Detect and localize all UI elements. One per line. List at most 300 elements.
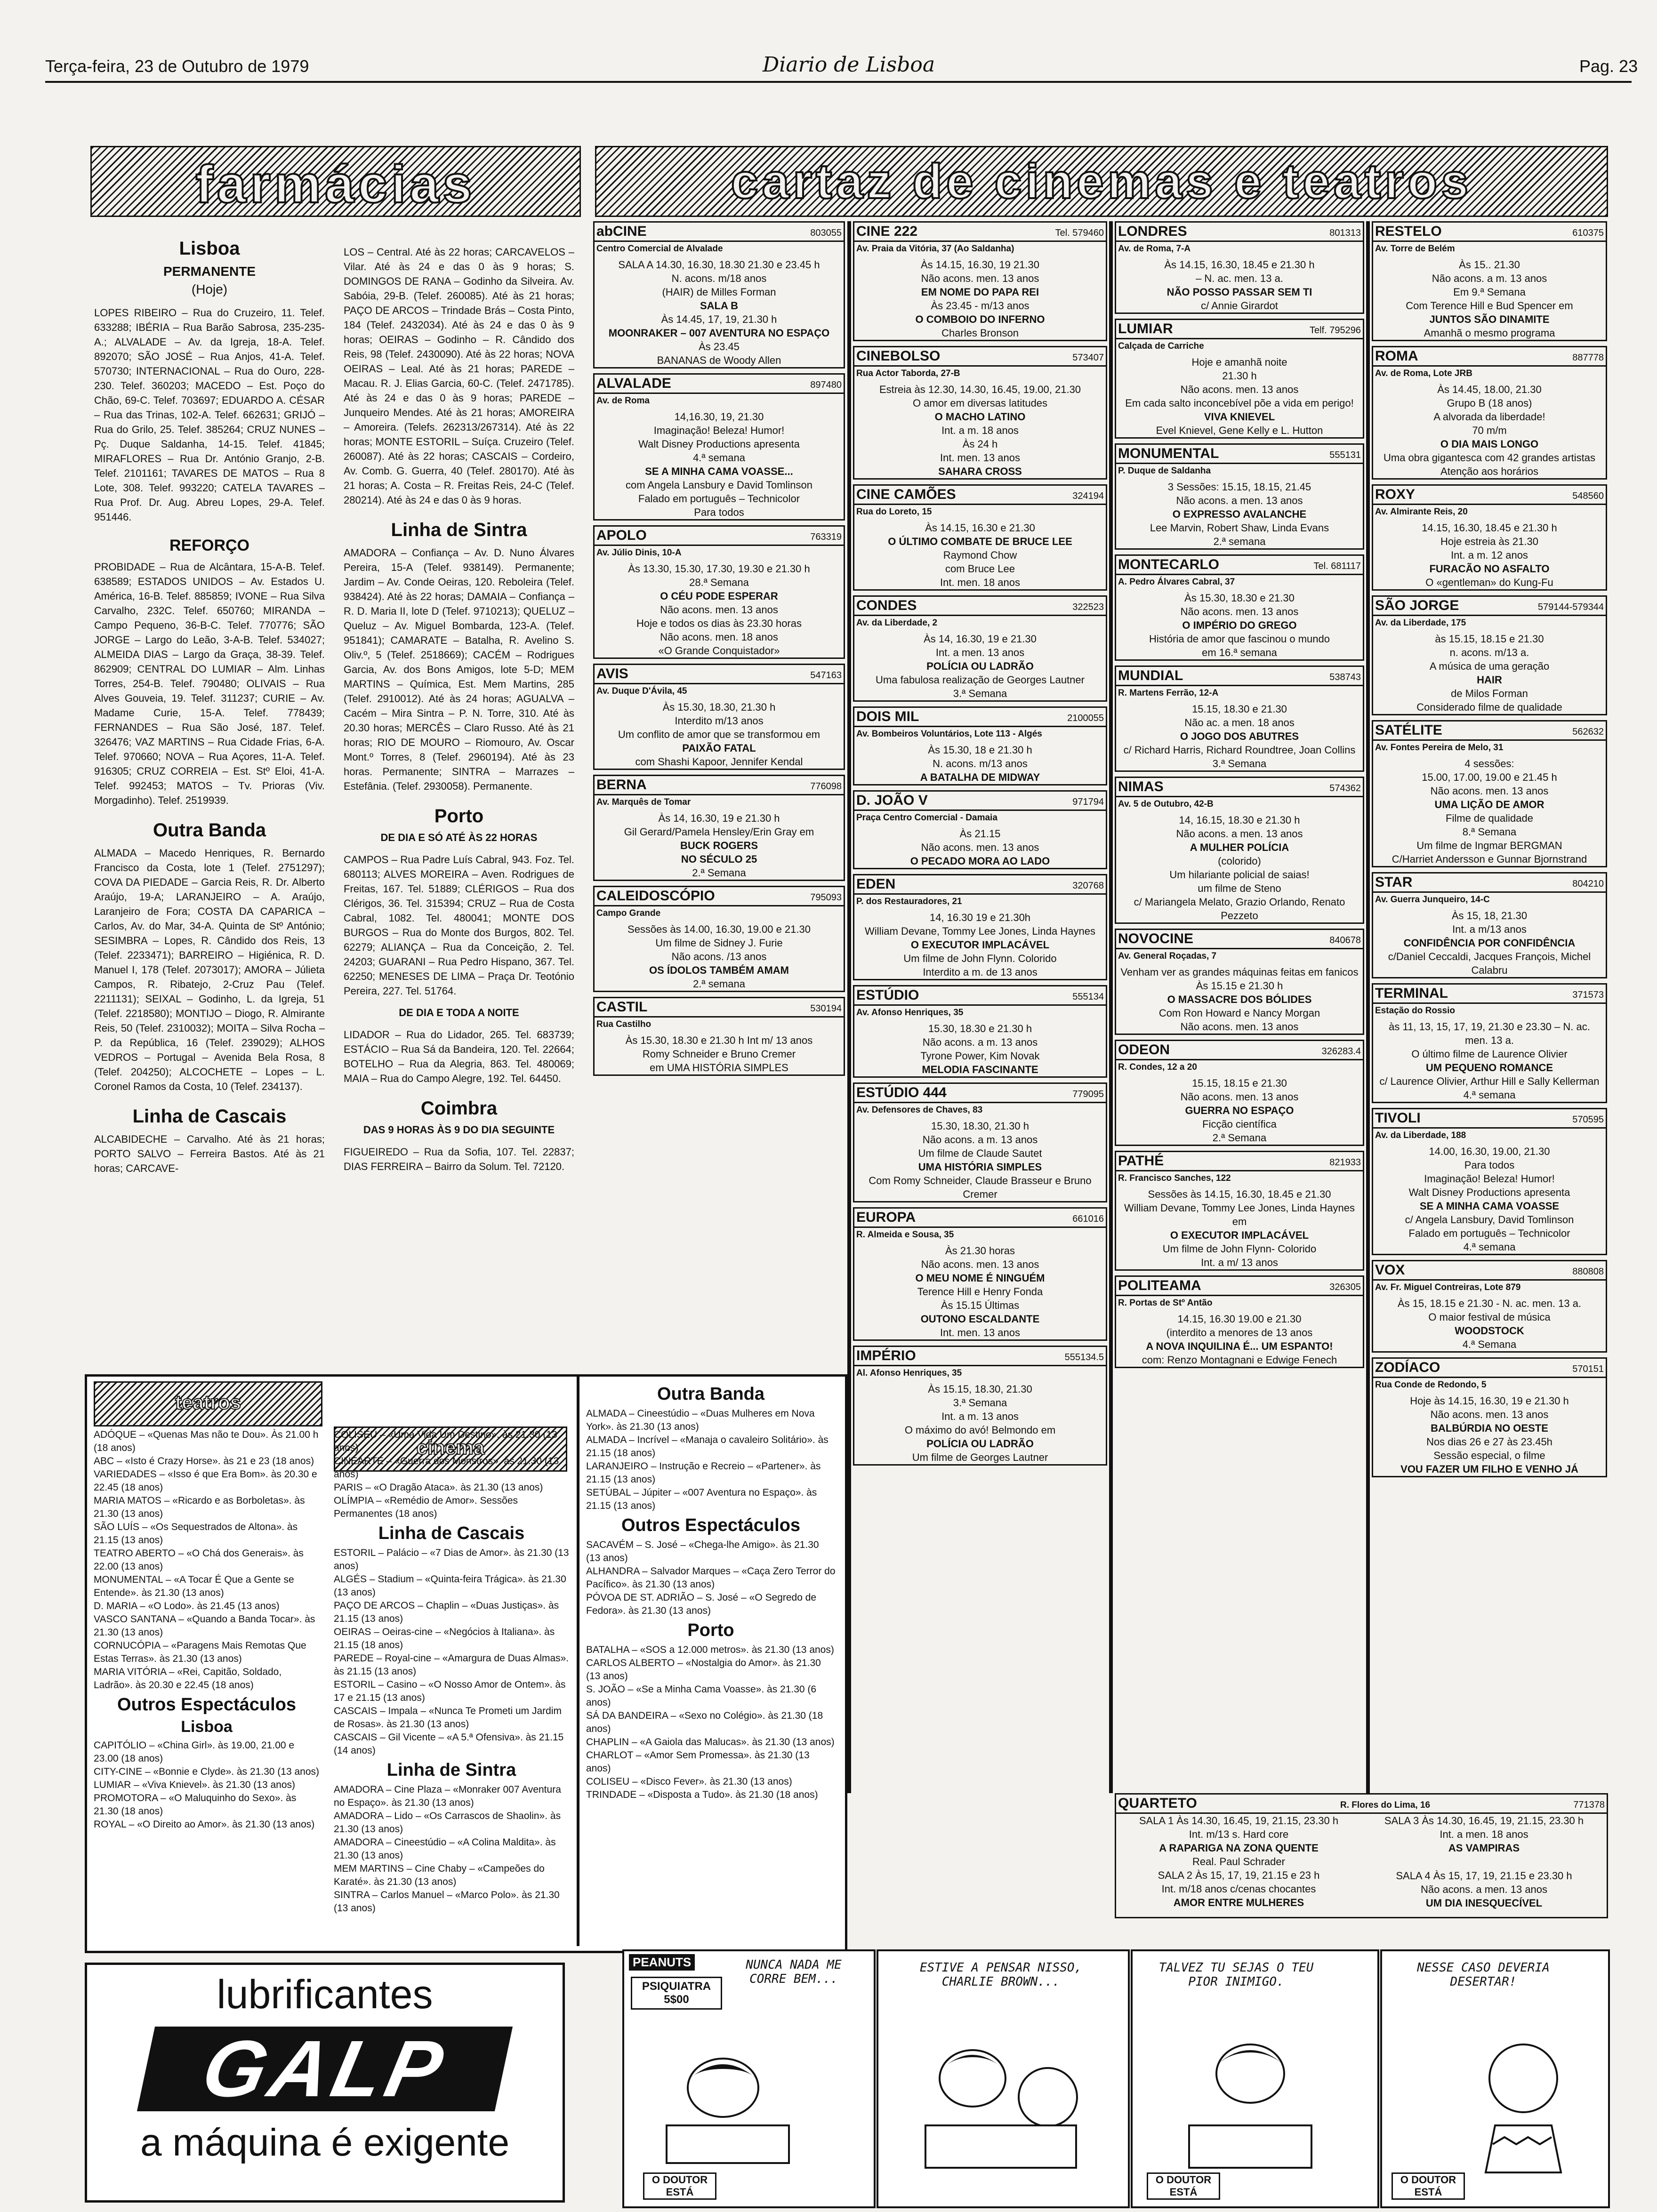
cinema-program — [854, 383, 1106, 478]
lisboa-subheading: Lisboa — [181, 1718, 233, 1736]
cinema-phone: 555131 — [1329, 450, 1361, 460]
program-line: Sessões às 14.15, 16.30, 18.45 e 21.30 — [1148, 1188, 1331, 1200]
comic-bubble-3: TALVEZ TU SEJAS O TEU PIOR INIMIGO. — [1158, 1961, 1314, 1989]
program-line: N. acons. m/13 anos — [933, 758, 1028, 769]
cinema-address: Av. Fontes Pereira de Melo, 31 — [1375, 743, 1504, 753]
cinema-phone: 795093 — [810, 892, 842, 903]
program-line: Falado em português – Technicolor — [1408, 1227, 1570, 1239]
program-line: Int. a m/ 13 anos — [1201, 1257, 1278, 1268]
porto-subheading-2: DE DIA E TODA A NOITE — [399, 1007, 519, 1018]
hoje-label: (Hoje) — [191, 282, 228, 297]
cinema-program — [1116, 702, 1363, 770]
program-line: O EXPRESSO AVALANCHE — [1172, 508, 1307, 520]
program-line: Evel Knievel, Gene Kelly e L. Hutton — [1156, 425, 1323, 436]
program-line: Não acons. men. 13 anos — [1430, 785, 1549, 797]
program-line: Int. a m/13 anos — [1452, 923, 1527, 935]
cinema-listing — [1372, 1357, 1607, 1477]
program-line: Não acons. a men. 13 anos — [1176, 495, 1303, 506]
psiquiatra-sign: PSIQUIATRA 5$00 — [631, 1977, 722, 2010]
comic-bubble-4: NESSE CASO DEVERIA DESERTAR! — [1417, 1961, 1550, 1989]
program-line: VOU FAZER UM FILHO E VENHO JÁ — [1400, 1463, 1578, 1475]
cinema-program — [854, 911, 1106, 979]
cinema-program — [1373, 1394, 1606, 1476]
program-line: O «gentleman» do Kung-Fu — [1425, 577, 1553, 588]
cinema-name: LUMIAR — [1118, 321, 1173, 337]
cinema-listing — [1115, 929, 1364, 1035]
cinema-name: MONTECARLO — [1118, 557, 1219, 572]
cinema-program — [854, 1119, 1106, 1201]
cinema-address: Av. Duque D'Ávila, 45 — [596, 686, 687, 696]
cinema-phone: 573407 — [1072, 353, 1104, 363]
program-line: Às 14, 16.30, 19 e 21.30 h — [658, 812, 780, 824]
galp-ad — [85, 1963, 565, 2203]
program-line: com Bruce Lee — [945, 563, 1015, 575]
cinema-program — [854, 743, 1106, 784]
program-line: Int. men. 13 anos — [940, 1327, 1020, 1338]
cinema-phone: 322523 — [1072, 602, 1104, 612]
sala-2-title: AMOR ENTRE MULHERES — [1173, 1897, 1304, 1908]
cinema-phone: 326283.4 — [1321, 1046, 1361, 1057]
program-line: c/ Mariangela Melato, Grazio Orlando, Renato Pezzeto — [1134, 896, 1345, 922]
program-line: Não acons. men. 13 anos — [660, 604, 778, 616]
program-line: POLÍCIA OU LADRÃO — [926, 1438, 1034, 1450]
program-line: c/ Richard Harris, Richard Roundtree, Joan Collins — [1123, 744, 1356, 756]
cinema-listing — [593, 775, 845, 881]
reforco-heading: REFORÇO — [169, 537, 249, 554]
cinema-program — [1116, 591, 1363, 659]
cinema-listing — [853, 595, 1107, 702]
program-line: um filme de Steno — [1198, 882, 1281, 894]
cinema-name: ZODÍACO — [1375, 1360, 1440, 1375]
program-line: 15.00, 17.00, 19.00 e 21.45 h — [1422, 771, 1557, 783]
program-line: BUCK ROGERS — [680, 840, 758, 851]
cinema-address: Av. General Roçadas, 7 — [1118, 951, 1217, 961]
program-line: POLÍCIA OU LADRÃO — [926, 660, 1034, 672]
program-line: Não acons. men. 13 anos — [921, 842, 1039, 853]
cinema-listing — [853, 985, 1107, 1078]
program-line: O CÉU PODE ESPERAR — [660, 590, 778, 602]
cinema-listing — [1372, 983, 1607, 1103]
cinema-phone: 771378 — [1573, 1800, 1605, 1810]
program-line: Estreia às 12.30, 14.30, 16.45, 19.00, 21.30 — [879, 384, 1081, 395]
cinema-program — [1373, 1297, 1606, 1351]
program-line: (interdito a menores de 13 anos — [1166, 1327, 1313, 1338]
ad-bottom-text: a máquina é exigente — [140, 2121, 510, 2164]
cinema-name: ESTÚDIO 444 — [856, 1085, 947, 1100]
program-line: Raymond Chow — [943, 549, 1017, 561]
program-line: SE A MINHA CAMA VOASSE — [1419, 1200, 1560, 1212]
cinema-program — [854, 1244, 1106, 1339]
program-line: O JOGO DOS ABUTRES — [1180, 730, 1299, 742]
cinema-program — [595, 410, 844, 519]
cinema-name: CALEIDOSCÓPIO — [596, 888, 715, 904]
lucy-figure-2 — [1180, 2036, 1321, 2172]
program-line: (HAIR) de Milles Forman — [662, 286, 776, 298]
doutor-sign: O DOUTOR ESTÁ — [1147, 2172, 1220, 2200]
program-line: Sessão especial, o filme — [1433, 1450, 1545, 1461]
program-line: Não acons. a men. 13 anos — [1176, 828, 1303, 840]
program-line: Sessões às 14.00, 16.30, 19.00 e 21.30 — [627, 923, 811, 935]
program-line: 4.ª semana — [1463, 1089, 1516, 1101]
farmacias-coimbra-list: FIGUEIREDO – Rua da Sofia, 107. Tel. 22837; DIAS FERREIRA – Bairro da Solum. Tel. 72120. — [344, 1146, 574, 1172]
cinema-name: AVIS — [596, 666, 628, 681]
program-line: Às 15, 18, 21.30 — [1451, 910, 1528, 922]
cinema-address: Av. da Liberdade, 175 — [1375, 618, 1466, 628]
program-line: Às 13.30, 15.30, 17.30, 19.30 e 21.30 h — [628, 563, 810, 575]
program-line: 15.15, 18.15 e 21.30 — [1192, 1077, 1287, 1089]
cinema-program — [595, 258, 844, 367]
cinema-listing — [1372, 720, 1607, 867]
cinema-name: CINEBOLSO — [856, 348, 941, 364]
cinema-name: VOX — [1375, 1262, 1405, 1278]
cinema-address: Av. de Roma — [596, 396, 650, 406]
cinema-name: CASTIL — [596, 999, 648, 1015]
program-line: 2.ª Semana — [1212, 1132, 1267, 1144]
program-line: 70 m/m — [1472, 425, 1507, 436]
program-line: Imaginação! Beleza! Humor! — [1424, 1173, 1555, 1185]
program-line: Às 15, 18.15 e 21.30 - N. ac. men. 13 a. — [1397, 1298, 1582, 1309]
program-line: Walt Disney Productions apresenta — [1408, 1186, 1570, 1198]
program-line: Não acons. /13 anos — [671, 951, 767, 962]
sala-4-title: UM DIA INESQUECÍVEL — [1425, 1897, 1543, 1909]
teatros-column-1 — [94, 1428, 320, 1946]
program-line: NO SÉCULO 25 — [681, 853, 757, 865]
galp-logo — [137, 2024, 513, 2114]
cinema-address: P. Duque de Saldanha — [1118, 466, 1211, 476]
cinema-phone: 776098 — [810, 781, 842, 792]
program-line: 3.ª Semana — [1212, 758, 1267, 769]
program-line: Nos dias 26 e 27 às 23.45h — [1426, 1436, 1552, 1448]
cinema-name: NIMAS — [1118, 779, 1164, 794]
cartaz-banner — [595, 146, 1608, 217]
program-line: Um filme de John Flynn- Colorido — [1162, 1243, 1317, 1255]
program-line: JUNTOS SÃO DINAMITE — [1429, 313, 1550, 325]
teatros-column-3 — [586, 1381, 836, 1946]
program-line: em 16.ª semana — [1202, 647, 1277, 658]
cinema-name: STAR — [1375, 874, 1413, 890]
cinema-name: QUARTETO — [1118, 1795, 1197, 1811]
cinema-name: CINE CAMÕES — [856, 487, 956, 502]
program-line: Int. a men. 13 anos — [935, 647, 1025, 658]
program-line: BALBÚRDIA NO OESTE — [1431, 1422, 1548, 1434]
program-line: WOODSTOCK — [1455, 1325, 1524, 1337]
teatros-outros-heading: Outros Espectáculos — [621, 1515, 801, 1535]
program-line: Às 24 h — [962, 438, 998, 450]
program-line: Gil Gerard/Pamela Hensley/Erin Gray em — [624, 826, 814, 838]
cinema-phone: Tel. 681117 — [1313, 561, 1361, 571]
comic-panel-3 — [1131, 1949, 1379, 2208]
program-line: Imaginação! Beleza! Humor! — [653, 425, 785, 436]
program-line: O DIA MAIS LONGO — [1440, 438, 1539, 450]
farmacias-permanente-list: LOPES RIBEIRO – Rua do Cruzeiro, 11. Telef. 633288; IBÉRIA – Rua Barão Sabrosa, 235-235-A.; ALVALADE – Av. da Igreja, 18-A. Telef. 892070; SÃO JOSÉ – Rua Anjos, 41-A. Telef. 570730; INTERNACIONAL – Rua do Ouro, 228-230. Telef. 360203; MACEDO – Est. Poço do Chão, 69-C. Telef. 703697; EDUARDO A. CÉSAR – Rua das Trinas, 102-A. Telef. 662631; GRIJÓ – Rua do Grilo, 25. Telef. 385264; CRUZ NUNES – Pç. Duque Saldanha, 14-15. Telef. 41845; MIRAFLORES – Rua Dr. António Granjo, 2-B. Telef. 2101161; TAVARES DE MATOS – Rua 8 Lote, 308. Telef. 993220; CATELA TAVARES – Rua Prof. Dr. Aug. Abreu Lopes, 29-A. Telef. 951446. — [94, 307, 325, 523]
program-line: Não acons. a m. 13 anos — [1432, 272, 1547, 284]
program-line: Int. men. 13 anos — [940, 452, 1020, 464]
program-line: Às 23.45 - m/13 anos — [931, 300, 1030, 312]
cinema-address: Calçada de Carriche — [1118, 341, 1204, 351]
cinema-listing — [1372, 595, 1607, 715]
program-line: Ficção científica — [1202, 1118, 1277, 1130]
cinema-address: Av. Defensores de Chaves, 83 — [856, 1105, 983, 1115]
sala-4-times: SALA 4 Às 15, 17, 19, 21.15 e 23.30 h — [1396, 1870, 1572, 1882]
farmacias-cascais-list: LOS – Central. Até às 22 horas; CARCAVELOS – Vilar. Até às 24 e das 0 às 9 horas; S. DOMINGOS DE RANA – Godinho da Silveira. Av. Sabóia, 29-B. (Telef. 260085). Até às 21 horas; PAÇO DE ARCOS – Trindade Brás – Costa Pinto, 184 (Telef. 2432034). Até às 24 e das 0 às 9 horas; OEIRAS – Godinho – R. Cândido dos Reis, 98 (Telef. 2430090). Até às 22 horas; NOVA OEIRAS – Leal. Até às 21 horas; PAREDE – Macau. R. J. Elias Garcia, 60-C. (Telef. 2471785). Até às 24 e das 0 às 9 horas; PAREDE – Junqueiro Mendes. Até às 21 horas; AMOREIRA – Amoreira. (Telefs. 262313/267314). Até às 22 horas; MONTE ESTORIL – Suíça. Cruzeiro (Telef. 260087). Até às 22 horas; CASCAIS – Cordeiro, Av. Comb. G. Guerra, 40 (Telef. 280170). Até às 21 horas; A. Costa – R. Freitas Reis, 24-C (Telef. 280214). Até às 24 e das 0 às 9 horas. — [344, 246, 574, 506]
cinema-name: ESTÚDIO — [856, 987, 919, 1003]
cinema-address: Av. Marquês de Tomar — [596, 797, 691, 807]
farmacias-sintra-list: AMADORA – Confiança – Av. D. Nuno Álvares Pereira, 15-A (Telef. 938149). Permanente; Jardim – Av. Conde Oeiras, 120. Reboleira (Telef. 938424). Até às 22 horas; DAMAIA – Confiança – R. D. Maria II, lote D (Telef. 9710213); QUELUZ – Queluz – Av. Miguel Bombarda, 123-A. (Telef. 951841); CAMARATE – Batalha, R. Avelino S. Oliv.º, 5 (Telef. 2518669); CACÉM – Rodrigues Garcia, Av. dos Bons Amigos, lote 5-D; MEM MARTINS – Química, Est. Mem Martins, 285 (Telef. 2910012). Até às 24 horas; AGUALVA – Cacém – Mira Sintra – P. N. Torre, 310. Até às 20.30 horas; MERCÊS – Claro Russo. Até às 21 horas; RIO DE MOURO – Riomouro, Av. Oscar Mont.º Torres, 8 (Telef. 2960194). Até às 23 horas. Permanente; SINTRA – Marrazes – Estefânia. (Telef. 2930058). Permanente. — [344, 547, 574, 792]
program-line: «O Grande Conquistador» — [658, 645, 780, 657]
program-line: O ÚLTIMO COMBATE DE BRUCE LEE — [888, 536, 1072, 547]
cinema-name: MUNDIAL — [1118, 668, 1183, 683]
cinema-name: abCINE — [596, 224, 647, 239]
cinema-name: EDEN — [856, 876, 896, 892]
program-line: Às 14.15, 16.30, 18.45 e 21.30 h — [1164, 259, 1315, 271]
cinema-listing — [1115, 1040, 1364, 1146]
program-line: c/ Annie Girardot — [1201, 300, 1278, 312]
program-line: Não acons. men. 13 anos — [1180, 1021, 1299, 1033]
outros-espectaculos-list: SACAVÉM – S. José – «Chega-lhe Amigo». às 21.30 (13 anos) ALHANDRA – Salvador Marques – «Caça Zero Terror do Pacífico». às 21.30 (13 anos) PÓVOA DE ST. ADRIÃO – S. José – «O Segredo de Fedora». às 21.30 (13 anos) — [586, 1539, 836, 1616]
program-line: 28.ª Semana — [689, 577, 749, 588]
cinema-name: LONDRES — [1118, 224, 1187, 239]
cinema-name: CINE 222 — [856, 224, 918, 239]
cinema-listing — [1115, 1151, 1364, 1271]
program-line: Interdito a m. de 13 anos — [923, 966, 1038, 978]
program-line: Às 15.. 21.30 — [1459, 259, 1520, 271]
program-line: Às 15.30, 18.30, 21.30 h — [662, 701, 776, 713]
sala-2-rating: Int. m/18 anos c/cenas chocantes — [1161, 1883, 1316, 1895]
program-line: SALA B — [700, 300, 739, 312]
farmacias-banner-title: farmácias — [195, 155, 476, 214]
cinema-phone: 801313 — [1329, 228, 1361, 238]
cinema-phone: 548560 — [1572, 491, 1604, 501]
cinema-address: P. dos Restauradores, 21 — [856, 897, 962, 906]
program-line: às 11, 13, 15, 17, 19, 21.30 e 23.30 – N. ac. men. 13 a. — [1389, 1021, 1590, 1046]
coimbra-heading: Coimbra — [420, 1098, 498, 1119]
program-line: Não acons. men. 13 anos — [1180, 384, 1299, 395]
program-line: Amanhã o mesmo programa — [1424, 327, 1555, 339]
cinema-listing — [853, 484, 1107, 591]
program-line: Às 14.15, 16.30 e 21.30 — [925, 522, 1035, 534]
program-line: CONFIDÊNCIA POR CONFIDÊNCIA — [1403, 937, 1576, 949]
program-line: MELODIA FASCINANTE — [922, 1064, 1038, 1075]
cinema-listing — [1372, 1260, 1607, 1353]
cinema-program — [1116, 258, 1363, 313]
cinema-listing — [1372, 346, 1607, 480]
program-line: Com Romy Schneider, Claude Brasseur e Bruno Cremer — [869, 1175, 1092, 1200]
cinema-phone: 610375 — [1572, 228, 1604, 238]
program-line: William Devane, Tommy Lee Jones, Linda Haynes — [865, 925, 1095, 937]
cinema-program — [595, 1034, 844, 1074]
program-line: Um filme de Sidney J. Furie — [655, 937, 783, 949]
farmacias-column-1 — [94, 226, 325, 1322]
cinema-listing — [1115, 221, 1364, 314]
program-line: Às 14.45, 17, 19, 21.30 h — [661, 313, 777, 325]
farmacias-banner — [90, 146, 581, 217]
cinema-program — [1373, 1020, 1606, 1102]
cinema-program — [854, 521, 1106, 589]
cinema-phone: 320768 — [1072, 881, 1104, 891]
program-line: com Shashi Kapoor, Jennifer Kendal — [635, 756, 803, 768]
program-line: FURACÃO NO ASFALTO — [1429, 563, 1550, 575]
cinema-program — [595, 922, 844, 991]
cinema-program — [1373, 757, 1606, 866]
lisboa-heading: Lisboa — [179, 238, 240, 259]
cinema-phone: 821933 — [1329, 1157, 1361, 1168]
program-line: Filme de qualidade — [1446, 812, 1533, 824]
cinema-address: Av. Afonso Henriques, 35 — [856, 1008, 964, 1018]
cinema-listing — [593, 886, 845, 992]
sala-4-rating: Não acons. a men. 13 anos — [1420, 1883, 1548, 1895]
cinema-phone: 570151 — [1572, 1364, 1604, 1374]
cinema-phone: 574362 — [1329, 783, 1361, 793]
porto-heading: Porto — [434, 806, 484, 826]
program-line: 15.15, 18.30 e 21.30 — [1192, 703, 1287, 715]
program-line: UMA LIÇÃO DE AMOR — [1434, 799, 1544, 810]
program-line: 3.ª Semana — [953, 1397, 1007, 1409]
program-line: n. acons. m/13 a. — [1449, 647, 1529, 658]
cinema-address: R. Flores do Lima, 16 — [1340, 1800, 1431, 1810]
program-line: O IMPÉRIO DO GREGO — [1182, 619, 1297, 631]
program-line: Não acons. a m. 13 anos — [922, 1134, 1038, 1146]
cinema-address: Rua Castilho — [596, 1019, 652, 1029]
program-line: Às 15.30, 18.30 e 21.30 — [1184, 592, 1295, 604]
cinema-listing — [593, 997, 845, 1076]
program-line: 3.ª Semana — [953, 688, 1007, 699]
program-line: C/Harriet Andersson e Gunnar Bjornstrand — [1392, 853, 1587, 865]
sala-1-title: A RAPARIGA NA ZONA QUENTE — [1159, 1842, 1319, 1854]
newspaper-title: Diario de Lisboa — [763, 53, 935, 77]
program-line: UM PEQUENO ROMANCE — [1425, 1062, 1553, 1074]
program-line: Às 15.15 Últimas — [941, 1299, 1020, 1311]
program-line: O EXECUTOR IMPLACÁVEL — [910, 939, 1050, 951]
page-number: Pag. 23 — [1579, 56, 1638, 76]
cinema-name: D. JOÃO V — [856, 793, 928, 808]
program-line: 2.ª semana — [693, 978, 745, 990]
cinema-address: Praça Centro Comercial - Damaia — [856, 813, 997, 823]
cinema-name: SATÉLITE — [1375, 722, 1442, 738]
outra-banda-cinemas-list: ALMADA – Cineestúdio – «Duas Mulheres em Nova York». às 21.30 (13 anos) ALMADA – Incrível – «Manaja o cavaleiro Solitário». às 21.15 (18 anos) LARANJEIRO – Instrução e Recreio – «Partener». às 21.15 (13 anos) SETÚBAL – Júpiter – «007 Aventura no Espaço». às 21.15 (13 anos) — [586, 1408, 828, 1511]
sala-1-times: SALA 1 Às 14.30, 16.45, 19, 21.15, 23.30 h — [1139, 1815, 1339, 1827]
teatros-box — [85, 1374, 847, 1953]
program-line: O MASSACRE DOS BÓLIDES — [1167, 994, 1312, 1005]
cinema-name: RESTELO — [1375, 224, 1442, 239]
program-line: Não acons. men. 13 anos — [1180, 606, 1299, 617]
cinema-phone: 661016 — [1072, 1214, 1104, 1224]
cinema-listing — [1372, 484, 1607, 591]
cinemas-lisboa-list: COLISEU – «Uma Vida Um Destino». às 21.30 (13 anos) CINEARTE – «Guerra dos Monstros». às 21.30 (13 anos) PARIS – «O Dragão Ataca». às 21.30 (13 anos) OLÍMPIA – «Remédio de Amor». Sessões Permanentes (18 anos) — [334, 1429, 559, 1519]
cinema-program — [1116, 1076, 1363, 1145]
cinema-address: Al. Afonso Henriques, 35 — [856, 1368, 962, 1378]
column-divider — [1366, 221, 1370, 1793]
cinema-program — [1116, 965, 1363, 1034]
linha-cascais-heading: Linha de Cascais — [132, 1106, 287, 1127]
cinemas-column-4 — [1372, 221, 1607, 1788]
cinema-phone: 887778 — [1572, 353, 1604, 363]
program-line: William Devane, Tommy Lee Jones, Linda Haynes em — [1124, 1202, 1355, 1227]
program-line: 14.15, 16.30, 18.45 e 21.30 h — [1422, 522, 1557, 534]
program-line: (colorido) — [1218, 855, 1261, 867]
program-line: com Angela Lansbury e David Tomlinson — [625, 479, 813, 491]
teatros-outra-banda-heading: Outra Banda — [657, 1384, 765, 1404]
cinema-address: Av. Bombeiros Voluntários, Lote 113 - Algés — [856, 729, 1042, 739]
cinema-program — [854, 827, 1106, 868]
sala-1-director: Real. Paul Schrader — [1192, 1856, 1285, 1867]
cinema-phone: 897480 — [810, 380, 842, 390]
program-line: Um hilariante policial de saias! — [1169, 869, 1310, 881]
cinema-address: Av. Guerra Junqueiro, 14-C — [1375, 895, 1490, 905]
cinema-name: SÃO JORGE — [1375, 598, 1459, 613]
cinema-listing — [853, 221, 1107, 341]
cinema-listing — [853, 706, 1107, 785]
program-line: Grupo B (18 anos) — [1447, 397, 1532, 409]
program-line: HAIR — [1477, 674, 1502, 686]
cinema-phone: Telf. 795296 — [1310, 325, 1361, 336]
cinema-address: R. Martens Ferrão, 12-A — [1118, 688, 1219, 698]
program-line: Às 15.15 e 21.30 h — [1196, 980, 1283, 992]
column-divider — [847, 221, 851, 1793]
program-line: NÃO POSSO PASSAR SEM TI — [1166, 286, 1312, 298]
program-line: Lee Marvin, Robert Shaw, Linda Evans — [1150, 522, 1329, 534]
cinema-phone: 803055 — [810, 228, 842, 238]
cinema-program — [595, 811, 844, 880]
cinema-address: R. Condes, 12 a 20 — [1118, 1062, 1197, 1072]
program-line: Falado em português – Technicolor — [638, 493, 800, 505]
program-line: SE A MINHA CAMA VOASSE... — [645, 465, 793, 477]
teatros-porto-heading: Porto — [687, 1620, 734, 1640]
program-line: com: Renzo Montagnani e Edwige Fenech — [1142, 1354, 1337, 1366]
program-line: Venham ver as grandes máquinas feitas em fanicos — [1120, 966, 1359, 978]
cinema-name: ROMA — [1375, 348, 1418, 364]
program-line: 4.ª semana — [693, 452, 745, 464]
cinema-name: TERMINAL — [1375, 986, 1448, 1001]
cinema-phone: 530194 — [810, 1003, 842, 1014]
program-line: 14.15, 16.30 19.00 e 21.30 — [1177, 1313, 1302, 1325]
program-line: 15.30, 18.30, 21.30 h — [931, 1120, 1029, 1132]
header-rule — [45, 81, 1632, 83]
program-line: às 15.15, 18.15 e 21.30 — [1435, 633, 1544, 645]
cartaz-banner-title: cartaz de cinemas e teatros — [731, 154, 1472, 209]
doutor-sign: O DOUTOR ESTÁ — [1392, 2172, 1465, 2200]
cinema-address: Av. de Roma, Lote JRB — [1375, 369, 1472, 378]
program-line: Às 14.45, 18.00, 21.30 — [1437, 384, 1542, 395]
program-line: Não acons. men. 13 anos — [921, 1258, 1039, 1270]
cinema-name: DOIS MIL — [856, 709, 919, 724]
teatros-linha-cascais-heading: Linha de Cascais — [378, 1523, 525, 1543]
program-line: Um filme de Georges Lautner — [912, 1451, 1048, 1463]
program-line: O máximo do avó! Belmondo em — [904, 1424, 1056, 1436]
cinema-listing — [1115, 777, 1364, 924]
galp-logo-text: GALP — [194, 2024, 455, 2114]
cinema-listing — [1372, 221, 1607, 341]
cinema-listing — [1115, 319, 1364, 439]
lucy-figure — [652, 2055, 808, 2168]
program-line: Não acons. men. 13 anos — [1430, 1409, 1549, 1420]
program-line: MOONRAKER – 007 AVENTURA NO ESPAÇO — [608, 327, 830, 339]
program-line: Hoje e todos os dias às 23.30 horas — [636, 617, 802, 629]
cinema-phone: 2100055 — [1067, 713, 1104, 723]
cinema-listing — [593, 221, 845, 369]
outra-banda-heading: Outra Banda — [153, 820, 266, 841]
cinema-phone: 555134 — [1072, 992, 1104, 1002]
charlie-brown-figure — [1448, 2036, 1589, 2177]
program-line: Em cada salto inconcebível põe a vida em perigo! — [1125, 397, 1354, 409]
ad-top-text: lubrificantes — [217, 1972, 433, 2017]
program-line: Int. men. 18 anos — [940, 577, 1020, 588]
program-line: Interdito m/13 anos — [675, 715, 764, 727]
cinema-program — [1373, 258, 1606, 340]
lucy-charlie-figures — [921, 2041, 1090, 2172]
farmacias-porto-list-2: LIDADOR – Rua do Lidador, 265. Tel. 683739; ESTÁCIO – Rua Sá da Bandeira, 120. Tel. 22664; BOTELHO – Rua da Alegria, 863. Tel. 480069; MAIA – Rua do Campo Alegre, 192. Tel. 64450. — [344, 1029, 574, 1084]
cinema-program — [1373, 383, 1606, 478]
program-line: História de amor que fascinou o mundo — [1149, 633, 1330, 645]
